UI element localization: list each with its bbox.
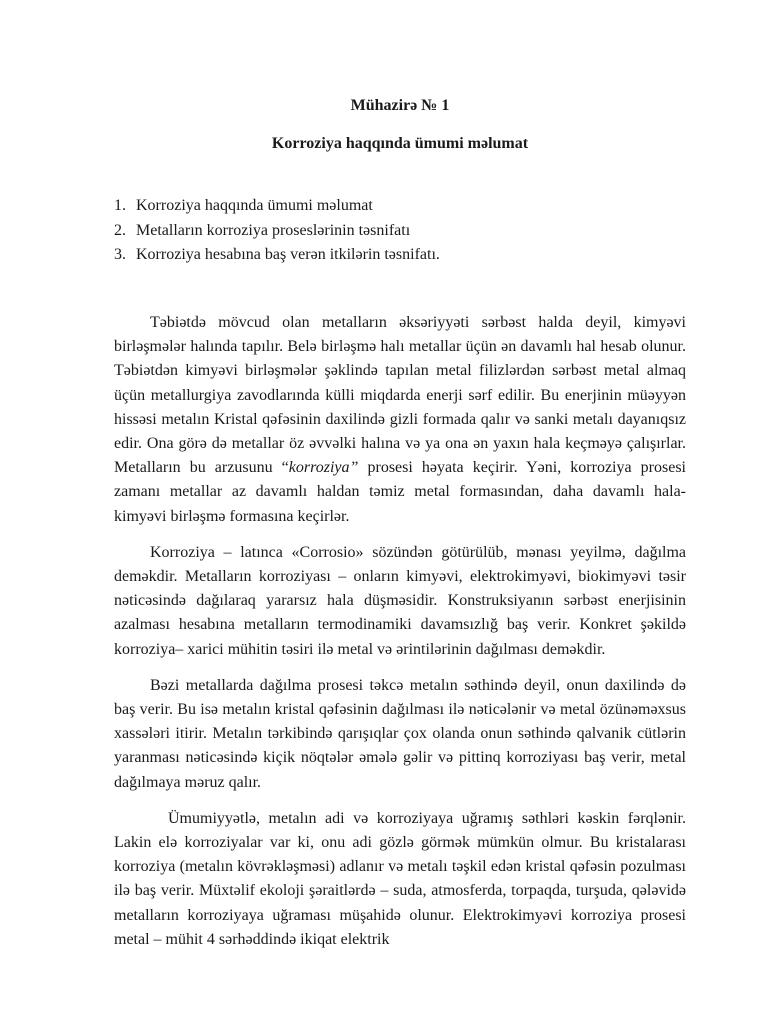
outline-text: Metalların korroziya proseslərinin təsnifatı [136,221,411,239]
outline-item [114,219,686,243]
paragraph-internal-destruction: Bəzi metallarda dağılma prosesi təkcə metalın səthində deyil, onun daxilində də baş verir. Bu isə metalın kristal qəfəsinin dağılması ilə nəticələnir və metal özünəməxsus xassələri itirir. Metalın tərkibində qarışıqlar çox olanda onun səthində qalvanik cütlərin yaranması nəticəsində kiçik nöqtələr əmələ gəlir və pittinq korroziyası baş verir, metal dağılmaya məruz qalır. [114,676,686,791]
outline-number: 1. [114,197,126,215]
lecture-outline [114,194,686,267]
paragraph-surface-difference: Ümumiyyətlə, metalın adi və korroziyaya uğramış səthləri kəskin fərqlənir. Lakin elə korroziyalar var ki, onu adi gözlə görmək mümkün olmur. Bu kristalarası korroziya (metalın kövrəkləşməsi) adlanır və metalı təşkil edən kristal qəfəsin pozulması ilə baş verir. Müxtəlif ekoloji şəraitlərdə – suda, atmosferda, torpaqda, turşuda, qələvidə metalların korroziyaya uğraması müşahidə olunur. Elektrokimyəvi korroziya prosesi metal – mühit 4 sərhəddində ikiqat elektrik [114,809,686,948]
paragraph-text: Təbiətdə mövcud olan metalların əksəriyyəti sərbəst halda deyil, kimyəvi birləşmələr halında tapılır. Belə birləşmə halı metallar üçün ən davamlı hal hesab olunur. Təbiətdən kimyəvi birləşmələr şəklində tapılan metal filizlərdən sərbəst metal almaq üçün metallurgiya zavodlarında külli miqdarda enerji sərf edilir. Bu enerjinin müəyyən hissəsi metalın Kristal qəfəsinin daxilində gizli formada qalır və sanki metalı dayanıqsız edir. Ona görə də metallar öz əvvəlki halına və ya ona ən yaxın hala keçməyə çalışırlar. Metalların bu arzusunu “ [114,314,686,477]
paragraph-text: prosesi həyata keçirir. Yəni, korroziya prosesi zamanı metallar az davamlı haldan təmiz metal formasından, daha davamlı hala- kimyəvi birləşmə formasına keçirlər. [114,459,687,525]
lecture-subtitle: Korroziya haqqında ümumi məlumat [271,135,529,153]
outline-text: Korroziya haqqında ümumi məlumat [136,197,373,215]
lecture-title: Mühazirə № 1 [350,97,450,114]
paragraph-corrosion-definition: Korroziya – latınca «Corrosio» sözündən götürülüb, mənası yeyilmə, dağılma deməkdir. Metalların korroziyası – onların kimyəvi, elektrokimyəvi, biokimyəvi təsir nəticəsində dağılaraq yararsız hala düşməsidir. Konstruksiyanın sərbəst enerjisinin azalması hesabına metalların termodinamiki davamsızlığ baş verir. Konkret şəkildə korroziya– xarici mühitin təsiri ilə metal və ərintilərinin dağılması deməkdir. [114,543,686,658]
outline-text: Korroziya hesabına baş verən itkilərin təsnifatı. [136,245,440,263]
outline-number: 2. [114,221,126,239]
paragraph-nature-of-metals [114,311,686,529]
outline-number: 3. [114,245,126,263]
paragraph-emphasis: korroziya” [288,459,359,477]
outline-item [114,243,686,267]
outline-item [114,194,686,218]
